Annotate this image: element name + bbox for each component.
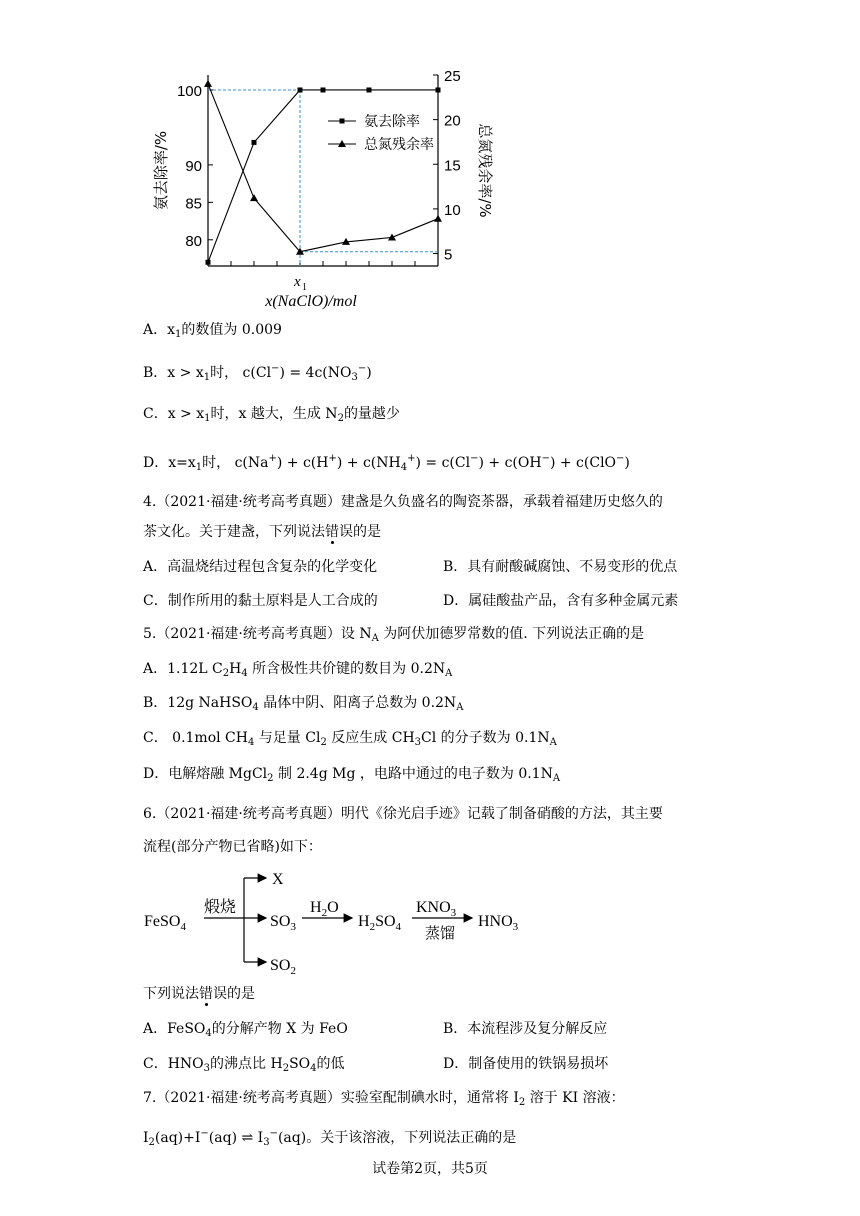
- y-left-tick-label: 80: [185, 232, 202, 250]
- flow-label-kno3: $KNO_3$: [416, 899, 457, 919]
- q4-stem-line2: 茶文化。关于建盏，下列说法错 误的是: [143, 522, 381, 542]
- emphasis-dot: [331, 541, 334, 544]
- q4-option-c: C．制作所用的黏土原料是人工合成的: [143, 593, 378, 609]
- data-point-triangle: [204, 80, 212, 87]
- option-b: B．$x > x_1$时， $c(Cl^-) = 4c(NO_3^-)$: [143, 363, 372, 383]
- flow-hno3: $HNO_3$: [478, 913, 519, 933]
- q5-stem: 5.（2021·福建·统考高考真题）设 $N_A$ 为阿伏加德罗常数的值. 下列说法正确的是: [143, 626, 645, 644]
- data-point-triangle: [250, 194, 258, 201]
- data-point-square: [436, 87, 441, 92]
- page-footer: 试卷第2页，共5页: [372, 1161, 488, 1177]
- option-a: A．$x_1$的数值为 0.009: [143, 322, 282, 340]
- flow-label-h2o: $H_2O$: [310, 899, 339, 919]
- q6-option-a: A．FeSO$_4$的分解产物 X 为 FeO: [143, 1021, 348, 1039]
- y-left-tick-label: 85: [185, 195, 202, 213]
- y-right-tick-label: 10: [444, 201, 461, 219]
- y-left-axis-title: 氨去除率/%: [152, 130, 170, 211]
- y-left-tick-label: 100: [176, 82, 202, 100]
- q7-stem-line1: 7.（2021·福建·统考高考真题）实验室配制碘水时，通常将 $I_2$ 溶于 KI 溶液：: [143, 1090, 625, 1108]
- data-point-square: [298, 87, 303, 92]
- q6-question: 下列说法错 误的是: [143, 984, 255, 1004]
- y-right-tick-label: 20: [444, 112, 461, 130]
- q6-option-b: B．本流程涉及复分解反应: [443, 1021, 608, 1037]
- q5-option-b: B．12g NaHSO$_4$ 晶体中阴、阳离子总数为 $0.2N_A$: [143, 695, 464, 713]
- data-point-square: [367, 87, 372, 92]
- flow-so3: $SO_3$: [270, 913, 296, 933]
- q7-stem-line2: $I_2(aq)+I^-(aq)$ ⇌ $I_3^-(aq)$。关于该溶液，下列说法正确的是: [143, 1128, 517, 1148]
- y-right-axis-title: 总氮残余率/%: [476, 123, 494, 218]
- legend-marker-square: [340, 119, 345, 124]
- q5-option-d: D．电解熔融 MgCl$_2$ 制 2.4g Mg ，电路中通过的电子数为 $0.1N_A$: [143, 766, 561, 784]
- y-right-tick-label: 5: [444, 246, 453, 264]
- option-c: C．$x > x_1$时，x 越大，生成 $N_2$的量越少: [143, 406, 400, 424]
- legend-label-1: 氨去除率: [364, 114, 420, 130]
- flow-feso4: FeSO$_4$: [144, 913, 186, 933]
- q6-stem-line2: 流程(部分产物已省略)如下：: [143, 839, 322, 855]
- data-point-square: [321, 87, 326, 92]
- y-right-tick-label: 15: [444, 157, 461, 175]
- y-left-tick-label: 90: [185, 157, 202, 175]
- series-line-2: [208, 84, 438, 252]
- x-tick-label-x1-sub: 1: [302, 282, 307, 293]
- data-point-square: [252, 140, 257, 145]
- q4-stem-line1: 4.（2021·福建·统考高考真题）建盏是久负盛名的陶瓷茶器，承载着福建历史悠久的: [143, 494, 663, 510]
- legend-label-2: 总氮残余率: [364, 137, 434, 153]
- flow-h2so4: $H_2SO_4$: [358, 913, 402, 933]
- flow-label-calcine: 煅烧: [204, 897, 237, 916]
- x-tick-label-x1: x: [294, 274, 301, 290]
- q4-option-a: A．高温烧结过程包含复杂的化学变化: [143, 559, 378, 575]
- q5-option-c: C． 0.1mol $CH_4$ 与足量 $Cl_2$ 反应生成 $CH_3Cl$ 的分子数为 $0.1N_A$: [143, 730, 557, 748]
- data-point-triangle: [434, 215, 442, 222]
- x-axis-title: x(NaClO)/mol: [265, 293, 357, 310]
- data-point-square: [206, 260, 211, 265]
- chart: [140, 60, 500, 310]
- flow-so2: $SO_2$: [270, 957, 296, 977]
- q4-option-b: B．具有耐酸碱腐蚀、不易变形的优点: [443, 559, 678, 575]
- flow-x: X: [272, 871, 284, 888]
- flow-label-distill: 蒸馏: [425, 924, 456, 942]
- emphasis-dot: [205, 1003, 208, 1006]
- q5-option-a: A．1.12L $C_2H_4$ 所含极性共价键的数目为 $0.2N_A$: [143, 661, 453, 679]
- option-d: D．$x=x_1$时， $c(Na^+) + c(H^+) + c(NH_4^+) = c(Cl^-) + c(OH^-) + c(ClO^-)$: [143, 453, 630, 473]
- y-right-tick-label: 25: [444, 68, 461, 85]
- data-point-triangle: [388, 233, 396, 240]
- q6-option-d: D．制备使用的铁锅易损坏: [443, 1056, 609, 1072]
- q6-option-c: C．$HNO_3$的沸点比 $H_2SO_4$的低: [143, 1056, 345, 1074]
- q6-stem-line1: 6.（2021·福建·统考高考真题）明代《徐光启手迹》记载了制备硝酸的方法，其主要: [143, 806, 663, 822]
- flow-diagram: [140, 866, 560, 978]
- q4-option-d: D．属硅酸盐产品，含有多种金属元素: [443, 593, 679, 609]
